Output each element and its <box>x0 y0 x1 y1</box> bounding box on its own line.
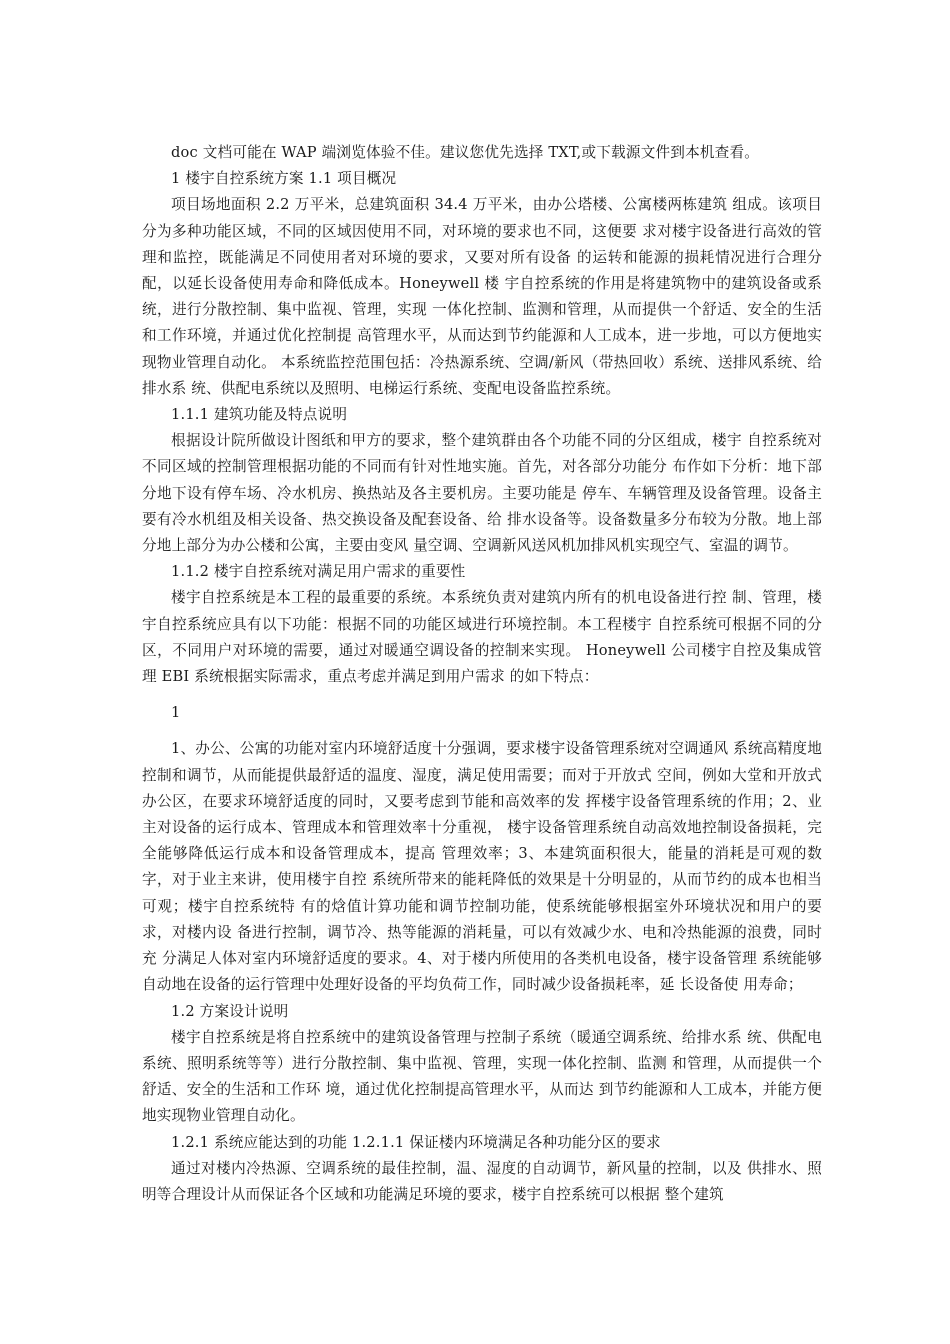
paragraph-building-functions: 根据设计院所做设计图纸和甲方的要求，整个建筑群由各个功能不同的分区组成，楼宇 自控系统对不同区域的控制管理根据功能的不同而有针对性地实施。首先，对各部分功能分 布作如下分析：地下部分地下设有停车场、冷水机房、换热站及各主要机房。主要功能是 停车、车辆管理及设备管理。设备主要有冷水机组及相关设备、热交换设备及配套设备、给 排水设备等。设备数量多分布较为分散。地上部分地上部分为办公楼和公寓，主要由变风 量空调、空调新风送风机加排风机实现空气、室温的调节。 <box>142 432 822 555</box>
section-heading-1-2: 1.2 方案设计说明 <box>171 1002 289 1020</box>
document-body <box>142 140 822 1208</box>
section-heading-1-1: 1 楼宇自控系统方案 1.1 项目概况 <box>171 170 397 188</box>
wap-notice: doc 文档可能在 WAP 端浏览体验不佳。建议您优先选择 TXT,或下载源文件到本机查看。 <box>171 144 760 161</box>
paragraph-design-description: 楼宇自控系统是将自控系统中的建筑设备管理与控制子系统（暖通空调系统、给排水系 统、供配电系统、照明系统等等）进行分散控制、集中监视、管理，实现一体化控制、监测 和管理，从而提供一个舒适、安全的生活和工作环 境，通过优化控制提高管理水平，从而达 到节约能源和人工成本，并能方便地实现物业管理自动化。 <box>142 1028 822 1125</box>
paragraph-control-functions: 通过对楼内冷热源、空调系统的最佳控制，温、湿度的自动调节，新风量的控制，以及 供排水、照明等合理设计从而保证各个区域和功能满足环境的要求，楼宇自控系统可以根据 整个建筑 <box>142 1159 822 1203</box>
paragraph-features-list: 1、办公、公寓的功能对室内环境舒适度十分强调，要求楼宇设备管理系统对空调通风 系统高精度地控制和调节，从而能提供最舒适的温度、湿度，满足使用需要；而对于开放式 空间，例如大堂和开放式办公区，在要求环境舒适度的同时，又要考虑到节能和高效率的发 挥楼宇设备管理系统的作用；2、业主对设备的运行成本、管理成本和管理效率十分重视， 楼宇设备管理系统自动高效地控制设备损耗，完全能够降低运行成本和设备管理成本，提高 管理效率；3、本建筑面积很大，能量的消耗是可观的数字，对于业主来讲，使用楼宇自控 系统所带来的能耗降低的效果是十分明显的，从而节约的成本也相当可观；楼宇自控系统特 有的焓值计算功能和调节控制功能，使系统能够根据室外环境状况和用户的要求，对楼内设 备进行控制，调节冷、热等能源的消耗量，可以有效减少水、电和冷热能源的浪费，同时充 分满足人体对室内环境舒适度的要求。4、对于楼内所使用的各类机电设备，楼宇设备管理 系统能够自动地在设备的运行管理中处理好设备的平均负荷工作，同时减少设备损耗率，延 长设备使 用寿命； <box>142 740 822 994</box>
section-heading-1-1-2: 1.1.2 楼宇自控系统对满足用户需求的重要性 <box>171 563 466 581</box>
section-heading-1-1-1: 1.1.1 建筑功能及特点说明 <box>171 406 348 424</box>
section-heading-1-2-1: 1.2.1 系统应能达到的功能 1.2.1.1 保证楼内环境满足各种功能分区的要求 <box>171 1133 661 1151</box>
paragraph-project-overview: 项目场地面积 2.2 万平米，总建筑面积 34.4 万平米，由办公塔楼、公寓楼两栋建筑 组成。该项目分为多种功能区域，不同的区域因使用不同，对环境的要求也不同，这便要 求对楼宇设备进行高效的管理和监控，既能满足不同使用者对环境的要求，又要对所有设备 的运转和能源的损耗情况进行合理分配，以延长设备使用寿命和降低成本。Honeywell 楼 宇自控系统的作用是将建筑物中的建筑设备或系统，进行分散控制、集中监视、管理，实现 一体化控制、监测和管理，从而提供一个舒适、安全的生活和工作环境，并通过优化控制提 高管理水平，从而达到节约能源和人工成本，进一步地，可以方便地实现物业管理自动化。 本系统监控范围包括：冷热源系统、空调/新风（带热回收）系统、送排风系统、给排水系 统、供配电系统以及照明、电梯运行系统、变配电设备监控系统。 <box>142 196 822 397</box>
paragraph-importance: 楼宇自控系统是本工程的最重要的系统。本系统负责对建筑内所有的机电设备进行控 制、管理，楼宇自控系统应具有以下功能：根据不同的功能区域进行环境控制。本工程楼宇 自控系统可根据不同的分区，不同用户对环境的需要，通过对暖通空调设备的控制来实现。 Honeywell 公司楼宇自控及集成管理 EBI 系统根据实际需求，重点考虑并满足到用户需求 的如下特点： <box>142 589 822 686</box>
page-number: 1 <box>171 704 181 722</box>
